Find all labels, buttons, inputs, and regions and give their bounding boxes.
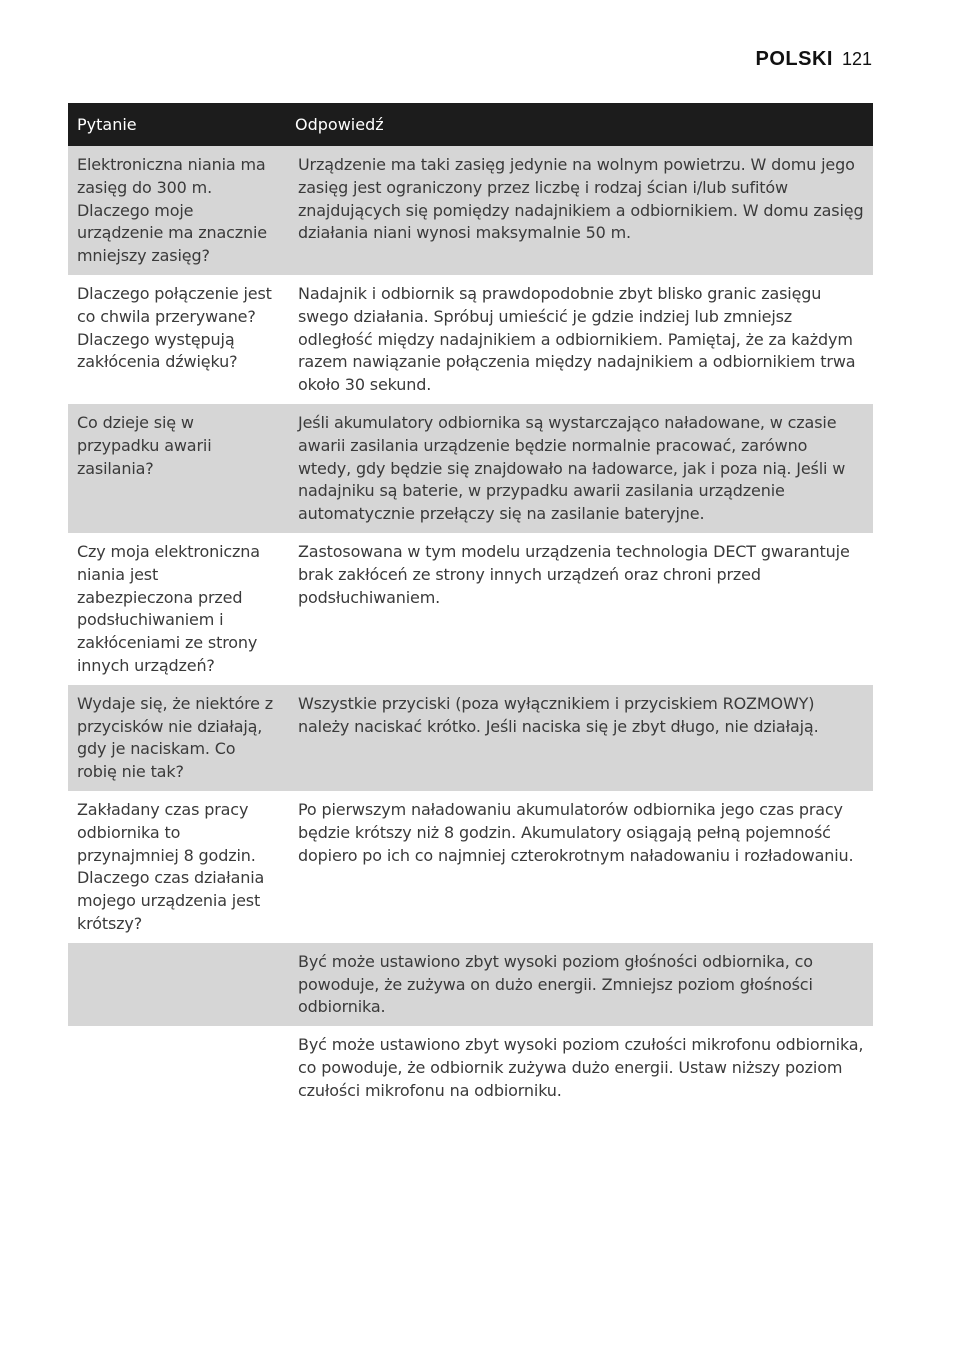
- answer-cell: Nadajnik i odbiornik są prawdopodobnie zbyt blisko granic zasięgu swego działania. Spróbuj umieścić je gdzie indziej lub zmniejsz odległość między nadajnikiem a odbiornikiem. Pamiętaj, że za każdym razem nawiązanie połączenia między nadajnikiem a odbiornikiem trwa około 30 sekund.: [298, 283, 856, 395]
- question-cell: Elektroniczna niania ma zasięg do 300 m. Dlaczego moje urządzenie ma znacznie mniejszy zasięg?: [68, 146, 286, 275]
- question-cell: [68, 1026, 286, 1109]
- table-row: [68, 146, 873, 275]
- table-row: [68, 404, 873, 533]
- question-cell: Dlaczego połączenie jest co chwila przerywane? Dlaczego występują zakłócenia dźwięku?: [77, 283, 272, 372]
- table-row: [68, 1026, 873, 1109]
- answer-cell: Wszystkie przyciski (poza wyłącznikiem i przyciskiem ROZMOWY) należy naciskać krótko. Jeśli naciska się je zbyt długo, nie działają.: [286, 685, 873, 791]
- language-label: POLSKI: [755, 48, 833, 70]
- question-cell: [68, 943, 286, 1026]
- table-row: [68, 943, 873, 1026]
- answer-cell: Po pierwszym naładowaniu akumulatorów odbiornika jego czas pracy będzie krótszy niż 8 godzin. Akumulatory osiągają pełną pojemność dopiero po ich co najmniej czterokrotnym naładowaniu i rozładowaniu.: [298, 799, 854, 865]
- page-number: 121: [841, 49, 872, 69]
- answer-cell: Urządzenie ma taki zasięg jedynie na wolnym powietrzu. W domu jego zasięg jest ograniczony przez liczbę i rodzaj ścian i/lub sufitów znajdujących się pomiędzy nadajnikiem a odbiornikiem. W domu zasięg działania niani wynosi maksymalnie 50 m.: [286, 146, 873, 275]
- table-row: [68, 791, 873, 943]
- page-header: [756, 48, 873, 71]
- table-row: [68, 275, 873, 404]
- question-cell: Wydaje się, że niektóre z przycisków nie działają, gdy je naciskam. Co robię nie tak?: [68, 685, 286, 791]
- table-header-row: [68, 103, 873, 146]
- answer-cell: Zastosowana w tym modelu urządzenia technologia DECT gwarantuje brak zakłóceń ze strony innych urządzeń oraz chroni przed podsłuchiwaniem.: [298, 541, 850, 607]
- table-row: [68, 685, 873, 791]
- answer-cell: Być może ustawiono zbyt wysoki poziom czułości mikrofonu odbiornika, co powoduje, że odbiornik zużywa dużo energii. Ustaw niższy poziom czułości mikrofonu na odbiorniku.: [298, 1035, 864, 1100]
- answer-cell: Być może ustawiono zbyt wysoki poziom głośności odbiornika, co powoduje, że zużywa on dużo energii. Zmniejsz poziom głośności odbiornika.: [286, 943, 873, 1026]
- question-cell: Czy moja elektroniczna niania jest zabezpieczona przed podsłuchiwaniem i zakłóceniami ze strony innych urządzeń?: [77, 541, 260, 675]
- table-row: [68, 533, 873, 685]
- column-header-question: Pytanie: [68, 103, 286, 146]
- faq-table: [68, 103, 873, 1109]
- question-cell: Zakładany czas pracy odbiornika to przynajmniej 8 godzin. Dlaczego czas działania mojego urządzenia jest krótszy?: [77, 799, 265, 933]
- question-cell: Co dzieje się w przypadku awarii zasilania?: [68, 404, 286, 533]
- answer-cell: Jeśli akumulatory odbiornika są wystarczająco naładowane, w czasie awarii zasilania urządzenie będzie normalnie pracować, zarówno wtedy, gdy będzie się znajdowało na ładowarce, jak i poza nią. Jeśli w nadajniku są baterie, w przypadku awarii zasilania urządzenie automatycznie przełączy się na zasilanie bateryjne.: [286, 404, 873, 533]
- column-header-answer: Odpowiedź: [286, 103, 873, 146]
